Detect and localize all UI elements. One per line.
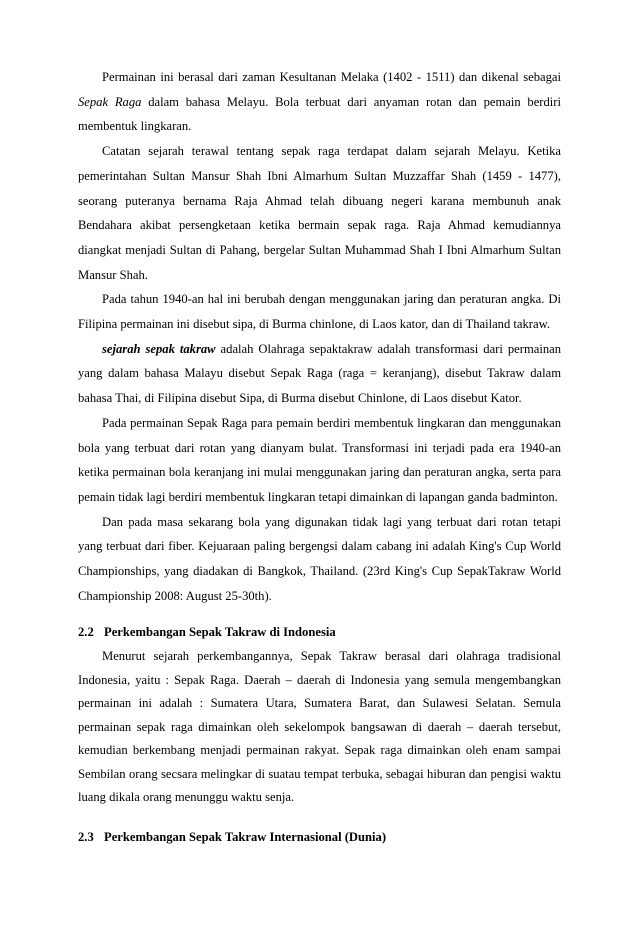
section-number: 2.2 bbox=[78, 625, 94, 640]
section-heading-2-3 bbox=[78, 825, 561, 850]
text-run: Pada permainan Sepak Raga para pemain berdiri membentuk lingkaran dan menggunakan bola yang terbuat dari rotan yang dianyam bulat. Transformasi ini terjadi pada era 1940-an ketika permainan bola keranjang ini mulai menggunakan jaring dan peraturan angka, serta para pemain tidak lagi berdiri membentuk lingkaran tetapi dimainkan di lapangan ganda badminton. bbox=[78, 415, 561, 504]
section-title: Perkembangan Sepak Takraw di Indonesia bbox=[104, 625, 336, 640]
body-paragraph bbox=[78, 510, 561, 609]
text-run: sejarah sepak takraw bbox=[102, 341, 216, 356]
intro-paragraphs bbox=[78, 65, 561, 608]
body-paragraph bbox=[78, 337, 561, 411]
text-run: Dan pada masa sekarang bola yang digunakan tidak lagi yang terbuat dari rotan tetapi yang terbuat dari fiber. Kejuaraan paling bergengsi dalam cabang ini adalah King's Cup World Championships, yang diadakan di Bangkok, Thailand. (23rd King's Cup SepakTakraw World Championship 2008: August 25-30th). bbox=[78, 514, 561, 603]
section-number: 2.3 bbox=[78, 829, 94, 844]
text-run: Permainan ini berasal dari zaman Kesultanan Melaka (1402 - 1511) dan dikenal sebagai bbox=[102, 70, 561, 84]
section-title: Perkembangan Sepak Takraw Internasional (Dunia) bbox=[104, 829, 387, 844]
body-paragraph bbox=[78, 65, 561, 139]
text-run: Pada tahun 1940-an hal ini berubah dengan menggunakan jaring dan peraturan angka. Di Filipina permainan ini disebut sipa, di Burma chinlone, di Laos kator, dan di Thailand takraw. bbox=[78, 292, 561, 332]
text-run: dalam bahasa Melayu. Bola terbuat dari anyaman rotan dan pemain berdiri membentuk lingkaran. bbox=[78, 94, 561, 134]
body-paragraph bbox=[78, 139, 561, 287]
body-paragraph bbox=[78, 411, 561, 510]
section-2-2-paragraph: Menurut sejarah perkembangannya, Sepak Takraw berasal dari olahraga tradisional Indonesia, yaitu : Sepak Raga. Daerah – daerah di Indonesia yang semula mengembangkan permainan ini adalah : Sumatera Utara, Sumatera Barat, dan Sulawesi Selatan. Semula permainan sepak raga dimainkan oleh sekelompok bangsawan di daerah – daerah tersebut, kemudian berkembang menjadi permainan rakyat. Sepak raga dimainkan oleh enam sampai Sembilan orang secsara melingkar di suatau tempat terbuka, sebagai hiburan dan pengisi waktu luang dikala orang menunggu waktu senja. bbox=[78, 649, 561, 805]
body-paragraph bbox=[78, 287, 561, 336]
text-run: Sepak Raga bbox=[78, 94, 142, 109]
document-body bbox=[78, 65, 561, 849]
text-run: adalah Olahraga sepaktakraw adalah transformasi dari permainan yang dalam bahasa Malayu disebut Sepak Raga (raga = keranjang), disebut Takraw dalam bahasa Thai, di Filipina disebut Sipa, di Burma disebut Chinlone, di Laos disebut Kator. bbox=[78, 341, 562, 406]
text-run: Catatan sejarah terawal tentang sepak raga terdapat dalam sejarah Melayu. Ketika pemerintahan Sultan Mansur Shah Ibni Almarhum Sultan Muzzaffar Shah (1459 - 1477), seorang puteranya bernama Raja Ahmad telah dibuang negeri karana membunuh anak Bendahara akibat persengketaan ketika bermain sepak raga. Raja Ahmad kemudiannya diangkat menjadi Sultan di Pahang, bergelar Sultan Muhammad Shah I Ibni Almarhum Sultan Mansur Shah. bbox=[78, 144, 561, 282]
section-heading-2-2 bbox=[78, 620, 561, 645]
